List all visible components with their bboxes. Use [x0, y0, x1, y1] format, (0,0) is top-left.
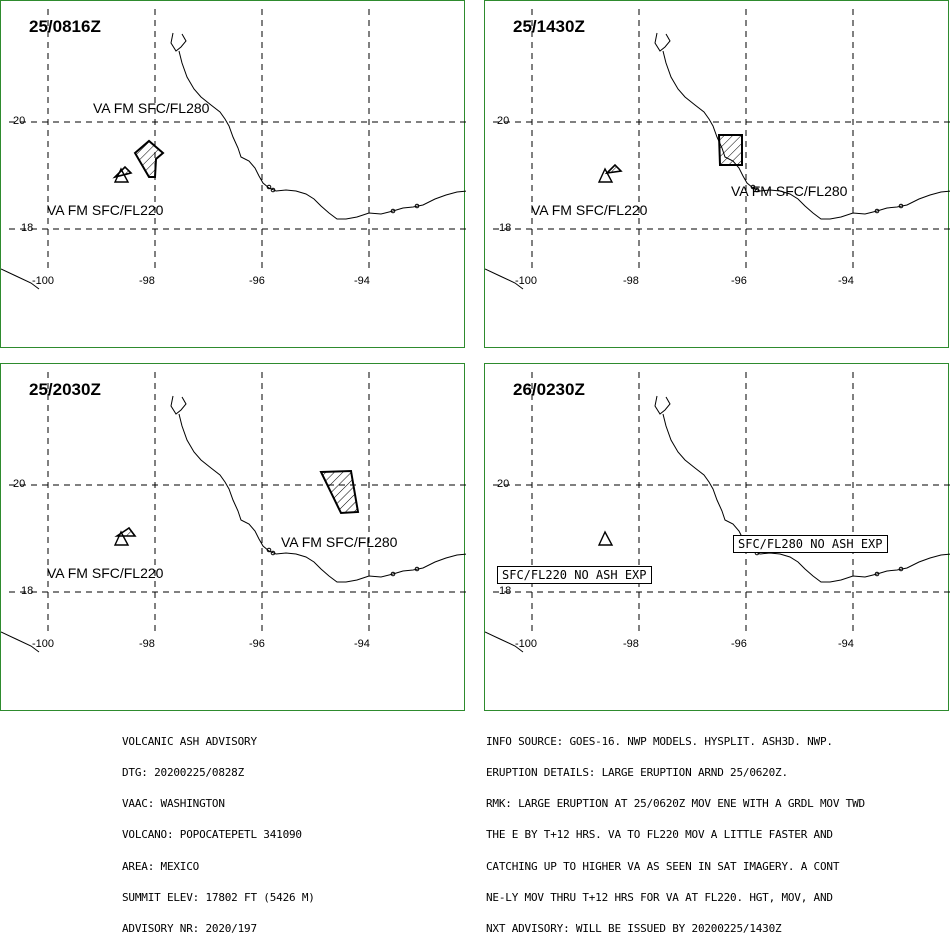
lon-tick-100: -100	[32, 638, 55, 650]
lon-tick-94: -94	[838, 275, 854, 287]
advisory-line: VOLCANIC ASH ADVISORY	[122, 734, 257, 748]
va-label-fl280: VA FM SFC/FL280	[281, 534, 398, 550]
lon-tick-98: -98	[139, 638, 155, 650]
lon-tick-100: -100	[32, 275, 55, 287]
map-panel-3	[0, 363, 465, 711]
advisory-line: INFO SOURCE: GOES-16. NWP MODELS. HYSPLIT. ASH3D. NWP.	[486, 734, 833, 748]
no-ash-label-fl280: SFC/FL280 NO ASH EXP	[733, 535, 888, 553]
volcano-icon	[599, 532, 612, 545]
lat-tick-20: 20	[13, 115, 26, 127]
lat-tick-20: 20	[497, 478, 510, 490]
lat-tick-18: 18	[21, 585, 34, 597]
advisory-line: AREA: MEXICO	[122, 859, 200, 873]
lon-tick-98: -98	[139, 275, 155, 287]
map-canvas	[485, 1, 950, 349]
lat-tick-20: 20	[497, 115, 510, 127]
advisory-line: NE-LY MOV THRU T+12 HRS FOR VA AT FL220. HGT, MOV, AND	[486, 890, 833, 904]
ash-cloud-fl280	[321, 471, 358, 513]
map-canvas	[1, 1, 466, 349]
advisory-line: NXT ADVISORY: WILL BE ISSUED BY 20200225/1430Z	[486, 922, 782, 936]
lon-tick-100: -100	[515, 275, 538, 287]
va-label-fl220: VA FM SFC/FL220	[47, 202, 164, 218]
forecast-time: 25/1430Z	[513, 17, 585, 36]
advisory-line: RMK: LARGE ERUPTION AT 25/0620Z MOV ENE WITH A GRDL MOV TWD	[486, 797, 865, 811]
lat-tick-20: 20	[13, 478, 26, 490]
coastline	[485, 33, 950, 289]
no-ash-label-fl220: SFC/FL220 NO ASH EXP	[497, 566, 652, 584]
lon-tick-100: -100	[515, 638, 538, 650]
lon-tick-94: -94	[354, 638, 370, 650]
lon-tick-96: -96	[249, 275, 265, 287]
lon-tick-98: -98	[623, 275, 639, 287]
forecast-time: 25/2030Z	[29, 380, 101, 399]
lon-tick-96: -96	[731, 638, 747, 650]
coastline	[485, 396, 950, 652]
lon-tick-96: -96	[249, 638, 265, 650]
advisory-line: THE E BY T+12 HRS. VA TO FL220 MOV A LITTLE FASTER AND	[486, 828, 833, 842]
advisory-line: ERUPTION DETAILS: LARGE ERUPTION ARND 25/0620Z.	[486, 766, 788, 780]
ash-cloud-fl220	[115, 167, 131, 177]
va-label-fl220: VA FM SFC/FL220	[47, 565, 164, 581]
va-label-fl280: VA FM SFC/FL280	[731, 183, 848, 199]
va-label-fl220: VA FM SFC/FL220	[531, 202, 648, 218]
lon-tick-98: -98	[623, 638, 639, 650]
map-panel-1	[0, 0, 465, 348]
ash-cloud-fl220	[607, 165, 621, 173]
va-label-fl280: VA FM SFC/FL280	[93, 100, 210, 116]
ash-cloud-fl280	[719, 135, 742, 165]
advisory-remarks-block	[486, 716, 865, 945]
ash-cloud-fl280	[135, 141, 163, 177]
advisory-line: VOLCANO: POPOCATEPETL 341090	[122, 828, 302, 842]
coastline	[1, 396, 466, 652]
advisory-line: DTG: 20200225/0828Z	[122, 766, 245, 780]
coastline	[1, 33, 466, 289]
map-panel-2	[484, 0, 949, 348]
lon-tick-96: -96	[731, 275, 747, 287]
lon-tick-94: -94	[354, 275, 370, 287]
map-panel-4	[484, 363, 949, 711]
lat-tick-18: 18	[21, 222, 34, 234]
lat-tick-18: 18	[499, 585, 512, 597]
lon-tick-94: -94	[838, 638, 854, 650]
forecast-time: 25/0816Z	[29, 17, 101, 36]
advisory-line: CATCHING UP TO HIGHER VA AS SEEN IN SAT IMAGERY. A CONT	[486, 859, 840, 873]
advisory-line: VAAC: WASHINGTON	[122, 797, 225, 811]
advisory-line: SUMMIT ELEV: 17802 FT (5426 M)	[122, 890, 315, 904]
advisory-line: ADVISORY NR: 2020/197	[122, 922, 257, 936]
ash-cloud-fl220	[117, 528, 135, 536]
lat-tick-18: 18	[499, 222, 512, 234]
advisory-header-block	[122, 716, 315, 945]
forecast-time: 26/0230Z	[513, 380, 585, 399]
